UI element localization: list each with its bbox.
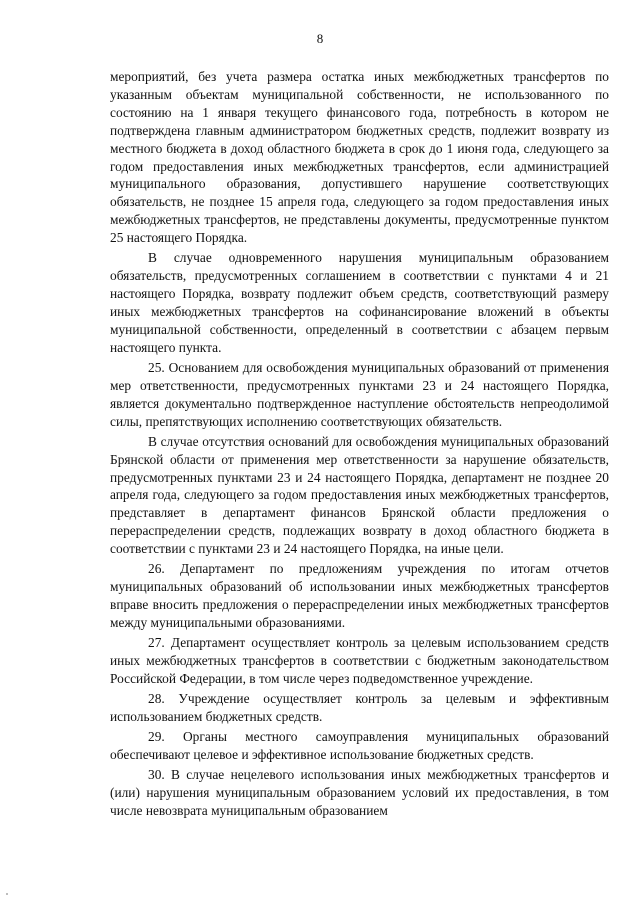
paragraph-item-29: 29. Органы местного самоуправления муниципальных образований обеспечивают целевое и эффективное использование бюджетных средств. — [110, 728, 609, 762]
paragraph-item-30: 30. В случае нецелевого использования иных межбюджетных трансфертов и (или) нарушения муниципальным образованием условий их предоставления, в том числе невозврата муниципальным образованием — [110, 766, 609, 818]
paragraph-item-26: 26. Департамент по предложениям учреждения по итогам отчетов муниципальных образований об использовании иных межбюджетных трансфертов вправе вносить предложения о перераспределении иных межбюджетных трансфертов между муниципальными образованиями. — [110, 561, 609, 630]
paragraph-continuation: мероприятий, без учета размера остатка иных межбюджетных трансфертов по указанным объектам муниципальной собственности, не использованного по состоянию на 1 января текущего финансового года, потребность в котором не подтверждена главным администратором бюджетных средств, подлежит возврату из местного бюджета в доход областного бюджета в срок до 1 июня года, следующего за годом предоставления иных межбюджетных трансфертов, если администрацией муниципального образования, допустившего нарушение соответствующих обязательств, не позднее 15 апреля года, следующего за годом предоставления иных межбюджетных трансфертов, не представлены документы, предусмотренные пунктом 25 настоящего Порядка. — [110, 69, 609, 246]
page-number: 8 — [316, 31, 324, 46]
scan-artifact-dot — [6, 893, 8, 895]
paragraph-item-25: 25. Основанием для освобождения муниципальных образований от применения мер ответственности, предусмотренных пунктами 23 и 24 настоящего Порядка, является документально подтвержденное наступление обстоятельств непреодолимой силы, препятствующих исполнению соответствующих обязательств. — [110, 359, 609, 429]
document-body — [110, 68, 609, 822]
paragraph-simultaneous-violation: В случае одновременного нарушения муниципальным образованием обязательств, предусмотренных соглашением в соответствии с пунктами 4 и 21 настоящего Порядка, возврату подлежит объем средств, соответствующий размеру иных межбюджетных трансфертов на софинансирование вложений в объекты муниципальной собственности, определенный в соответствии с абзацем первым настоящего пункта. — [110, 250, 609, 355]
paragraph-item-28: 28. Учреждение осуществляет контроль за целевым и эффективным использованием бюджетных средств. — [110, 690, 609, 724]
paragraph-no-exemption-grounds: В случае отсутствия оснований для освобождения муниципальных образований Брянской области от применения мер ответственности за нарушение обязательств, предусмотренных пунктами 23 и 24 настоящего Порядка, департамент не позднее 20 апреля года, следующего за годом предоставления иных межбюджетных трансфертов, представляет в департамент финансов Брянской области предложения о перераспределении средств, подлежащих возврату в доход областного бюджета в соответствии с пунктами 23 и 24 настоящего Порядка, на иные цели. — [110, 433, 609, 557]
paragraph-item-27: 27. Департамент осуществляет контроль за целевым использованием средств иных межбюджетных трансфертов в соответствии с бюджетным законодательством Российской Федерации, в том числе через подведомственное учреждение. — [110, 635, 609, 686]
